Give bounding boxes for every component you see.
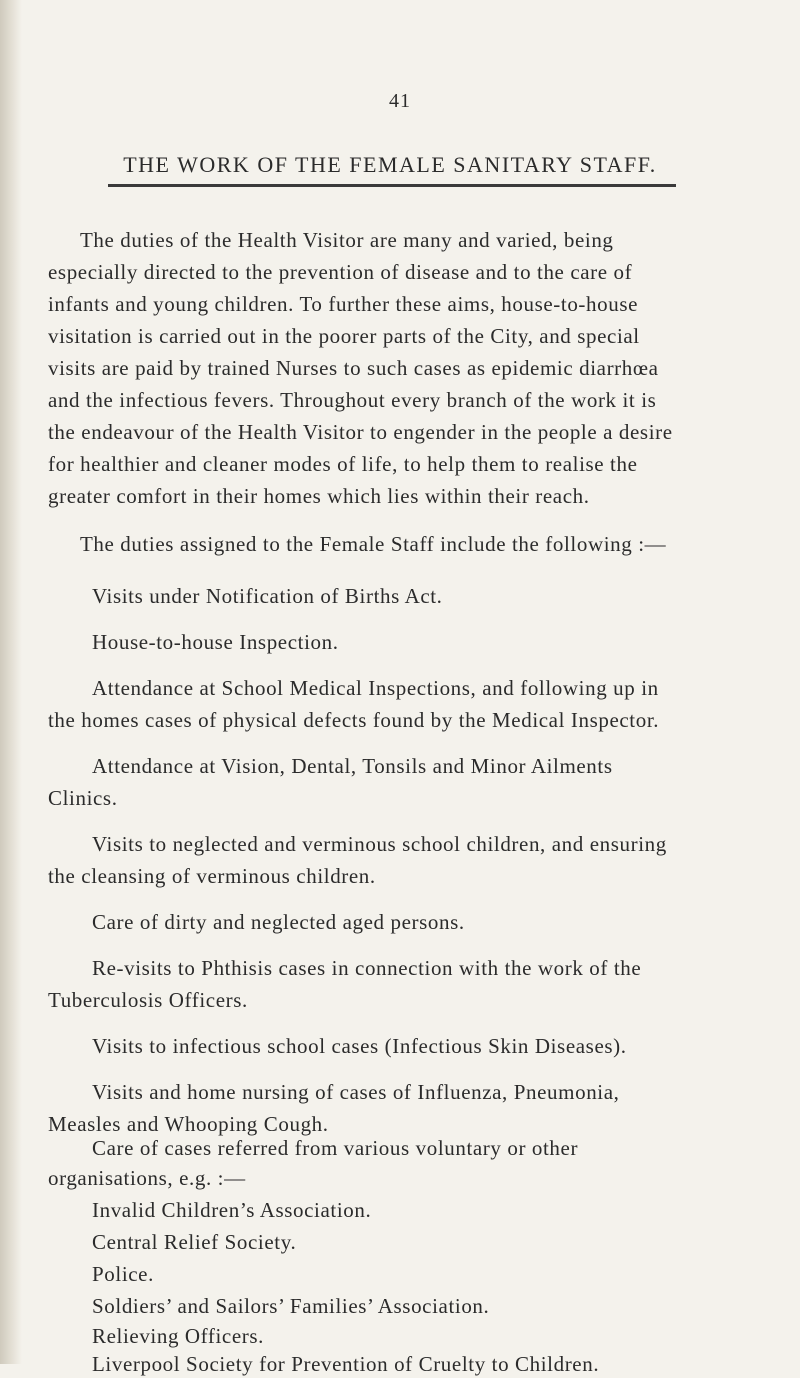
duty-item: Care of dirty and neglected aged persons.: [92, 910, 465, 934]
organisation-item: Central Relief Society.: [92, 1230, 297, 1254]
intro-line: the endeavour of the Health Visitor to engender in the people a desire: [48, 420, 673, 444]
intro-line: The duties of the Health Visitor are many and varied, being: [80, 228, 614, 252]
intro-line: greater comfort in their homes which lies within their reach.: [48, 484, 590, 508]
intro-line: for healthier and cleaner modes of life, to help them to realise the: [48, 452, 638, 476]
title-underline: [108, 184, 676, 187]
organisation-item: Invalid Children’s Association.: [92, 1198, 372, 1222]
intro-line: especially directed to the prevention of disease and to the care of: [48, 260, 633, 284]
duty-item-continuation: the cleansing of verminous children.: [48, 864, 376, 888]
duty-item: House-to-house Inspection.: [92, 630, 339, 654]
page-number: 41: [389, 90, 411, 112]
intro-line: visits are paid by trained Nurses to such cases as epidemic diarrhœa: [48, 356, 659, 380]
intro-line: and the infectious fevers. Throughout every branch of the work it is: [48, 388, 657, 412]
section-title: THE WORK OF THE FEMALE SANITARY STAFF.: [123, 152, 657, 177]
organisation-item: Liverpool Society for Prevention of Cruelty to Children.: [92, 1352, 600, 1376]
organisation-item: Relieving Officers.: [92, 1324, 264, 1348]
duty-item-continuation: Tuberculosis Officers.: [48, 988, 248, 1012]
duty-item: Visits to neglected and verminous school children, and ensuring: [92, 832, 667, 856]
binding-shadow: [0, 0, 22, 1364]
duty-item-continuation: Clinics.: [48, 786, 118, 810]
duty-item: Attendance at Vision, Dental, Tonsils and Minor Ailments: [92, 754, 613, 778]
duty-item-continuation: organisations, e.g. :—: [48, 1166, 246, 1190]
duties-intro: The duties assigned to the Female Staff include the following :—: [80, 532, 667, 556]
duty-item: Visits under Notification of Births Act.: [92, 584, 443, 608]
duty-item: Visits to infectious school cases (Infectious Skin Diseases).: [92, 1034, 627, 1058]
organisation-item: Police.: [92, 1262, 154, 1286]
duty-item: Care of cases referred from various voluntary or other: [92, 1136, 579, 1160]
duty-item: Re-visits to Phthisis cases in connection with the work of the: [92, 956, 642, 980]
intro-line: visitation is carried out in the poorer parts of the City, and special: [48, 324, 640, 348]
duty-item-continuation: the homes cases of physical defects found by the Medical Inspector.: [48, 708, 660, 732]
duty-item-continuation: Measles and Whooping Cough.: [48, 1112, 329, 1136]
duty-item: Attendance at School Medical Inspections, and following up in: [92, 676, 659, 700]
duty-item: Visits and home nursing of cases of Influenza, Pneumonia,: [92, 1080, 620, 1104]
intro-line: infants and young children. To further these aims, house-to-house: [48, 292, 639, 316]
organisation-item: Soldiers’ and Sailors’ Families’ Association.: [92, 1294, 490, 1318]
